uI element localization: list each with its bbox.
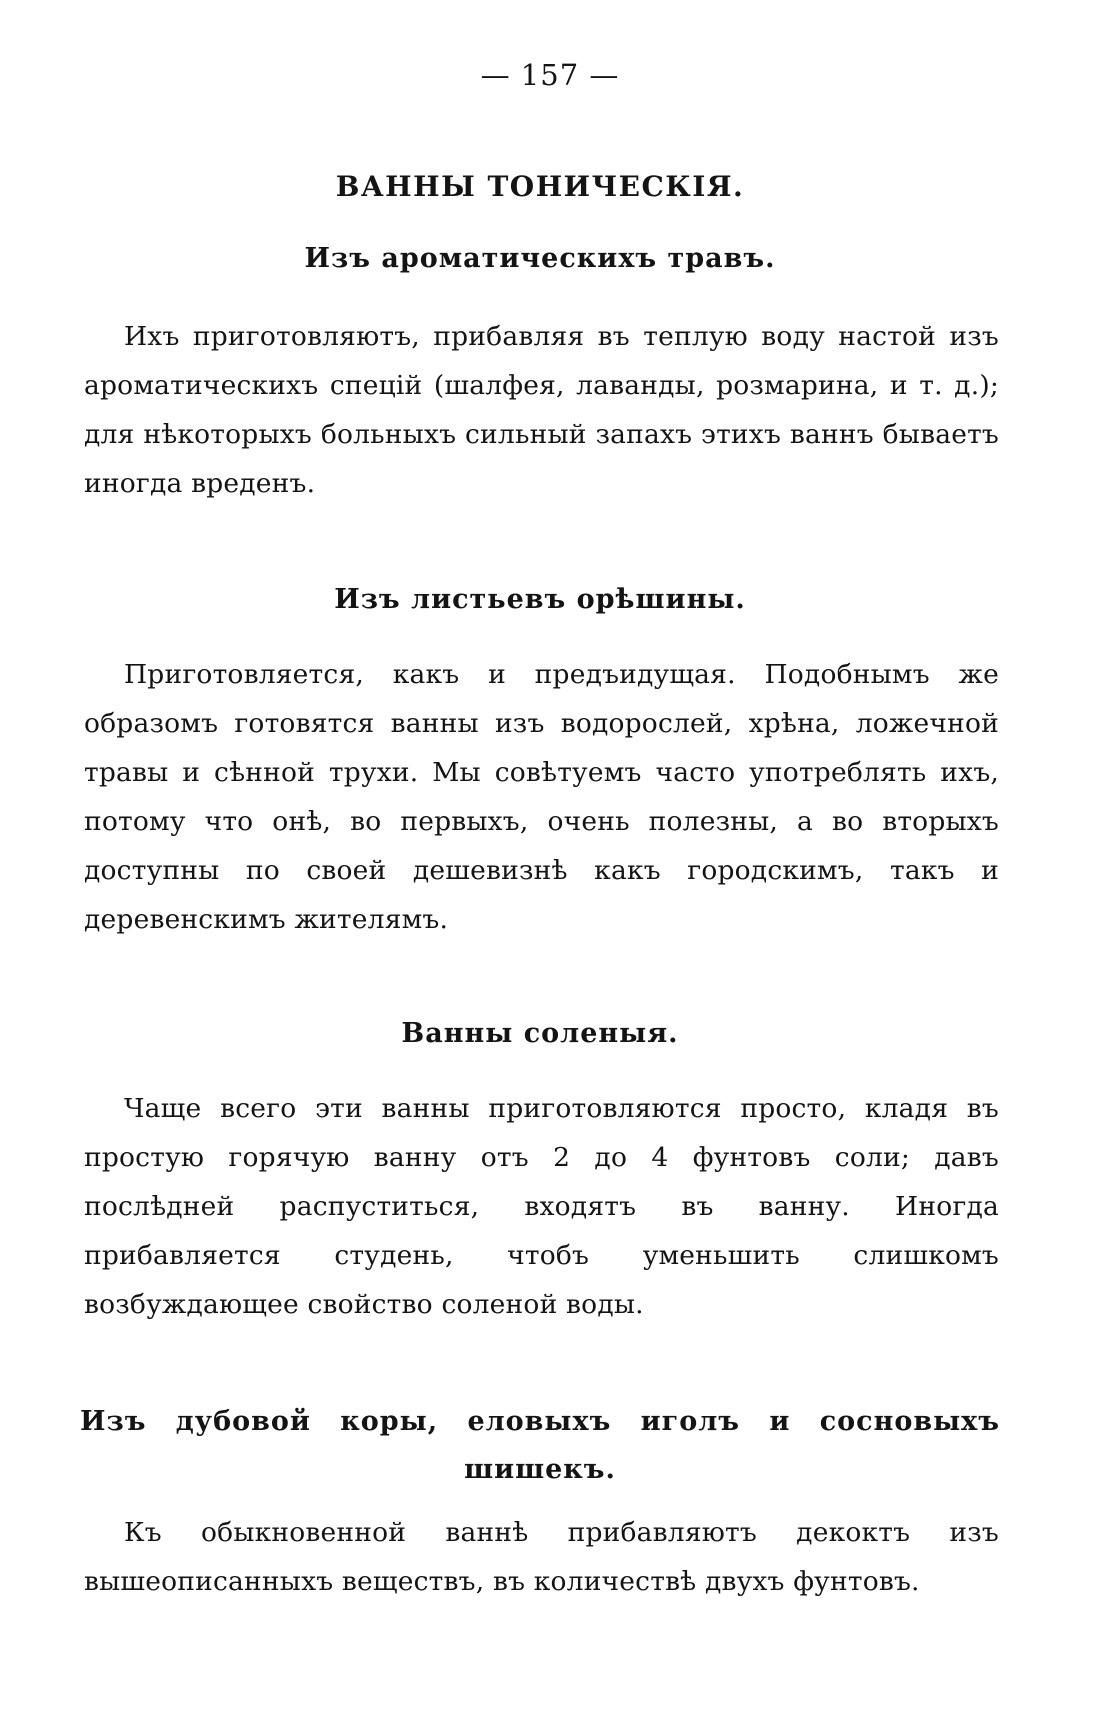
section-text-oak-bark: Къ обыкновенной ваннѣ прибавляютъ декоктъ изъ вышеописанныхъ веществъ, въ количествѣ двухъ фунтовъ. [84, 1517, 999, 1597]
page-number: — 157 — [480, 58, 620, 92]
section-title-oak-bark: Изъ дубовой коры, еловыхъ иголъ и сосновыхъ шишекъ. [80, 1406, 1000, 1485]
section-title-hazel-leaves: Изъ листьевъ орѣшины. [334, 584, 746, 615]
section-text-aromatic-herbs: Ихъ приготовляютъ, прибавляя въ теплую воду настой изъ ароматическихъ спецій (шалфея, лаванды, розмарина, и т. д.); для нѣкоторыхъ больныхъ сильный запахъ этихъ ваннъ бываетъ иногда вреденъ. [84, 321, 999, 499]
section-text-hazel-leaves: Приготовляется, какъ и предъидущая. Подобнымъ же образомъ готовятся ванны изъ водорослей, хрѣна, ложечной травы и сѣнной трухи. Мы совѣтуемъ часто употреблять ихъ, потому что онѣ, во первыхъ, очень полезны, а во вторыхъ доступны по своей дешевизнѣ какъ городскимъ, такъ и деревенскимъ жителямъ. [84, 659, 999, 935]
section-title-salt-baths: Ванны соленыя. [401, 1018, 679, 1049]
section-text-salt-baths: Чаще всего эти ванны приготовляются просто, кладя въ простую горячую ванну отъ 2 до 4 фунтовъ соли; давъ послѣдней распуститься, входятъ въ ванну. Иногда прибавляется студень, чтобъ уменьшить слишкомъ возбуждающее свойство соленой воды. [84, 1093, 999, 1320]
section-title-aromatic-herbs: Изъ ароматическихъ травъ. [304, 243, 776, 274]
chapter-title: ВАННЫ ТОНИЧЕСКІЯ. [335, 170, 745, 203]
